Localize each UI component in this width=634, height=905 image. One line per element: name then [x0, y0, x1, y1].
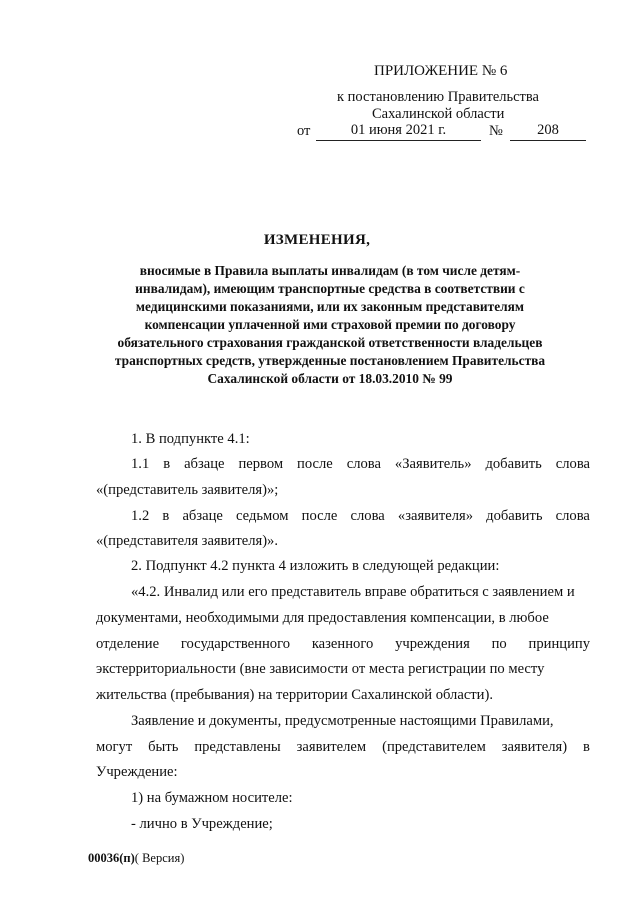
- word: учреждения: [395, 636, 470, 652]
- paragraph-line: [96, 739, 590, 756]
- word: добавить: [485, 456, 542, 472]
- document-code-number: 00036(п): [88, 851, 135, 865]
- number-underline: [510, 140, 586, 141]
- word: заявителем: [296, 739, 367, 755]
- word: (представителем: [382, 739, 486, 755]
- region-name: Сахалинской области: [372, 106, 505, 122]
- item-1-2-continued: «(представителя заявителя)».: [96, 533, 278, 549]
- document-code: [88, 851, 184, 866]
- word: государственного: [180, 636, 290, 652]
- subitem-in-person: - лично в Учреждение;: [131, 816, 273, 832]
- appendix-title: ПРИЛОЖЕНИЕ № 6: [374, 63, 508, 79]
- word: в: [583, 739, 590, 755]
- word: быть: [148, 739, 179, 755]
- resolution-number: 208: [537, 122, 559, 138]
- paragraph-line: Заявление и документы, предусмотренные настоящими Правилами,: [131, 713, 554, 729]
- word: представлены: [194, 739, 281, 755]
- item-1-1: [131, 456, 590, 473]
- resolution-reference: к постановлению Правительства: [337, 89, 539, 105]
- subtitle-line: медицинскими показаниями, или их законным представителям: [135, 299, 525, 314]
- document-version: ( Версия): [134, 851, 185, 865]
- word: слова: [555, 456, 590, 472]
- resolution-date: 01 июня 2021 г.: [350, 122, 447, 138]
- word: добавить: [486, 508, 543, 524]
- subtitle-line: транспортных средств, утвержденные постановлением Правительства: [114, 353, 546, 368]
- word: седьмом: [236, 508, 289, 524]
- subitem-paper: 1) на бумажном носителе:: [131, 790, 293, 806]
- word: слова: [346, 456, 381, 472]
- quote-line: жительства (пребывания) на территории Сахалинской области).: [96, 687, 493, 703]
- word: могут: [96, 739, 133, 755]
- word: 1.2: [131, 508, 150, 524]
- word: 1.1: [131, 456, 150, 472]
- word: в: [162, 508, 170, 524]
- subtitle-line: инвалидам), имеющим транспортные средства в соответствии с: [135, 281, 525, 296]
- quote-line: «4.2. Инвалид или его представитель вправе обратиться с заявлением и: [131, 584, 575, 600]
- word: казенного: [311, 636, 374, 652]
- word: принципу: [528, 636, 590, 652]
- word: отделение: [96, 636, 160, 652]
- word: по: [491, 636, 507, 652]
- word: заявителя): [501, 739, 568, 755]
- word: слова: [555, 508, 590, 524]
- word: абзаце: [182, 508, 223, 524]
- paragraph-line: Учреждение:: [96, 764, 178, 780]
- subtitle-line: вносимые в Правила выплаты инвалидам (в том числе детям-: [139, 263, 521, 278]
- quote-line: [96, 636, 590, 653]
- quote-line: экстерриториальности (вне зависимости от места регистрации по месту: [96, 661, 545, 677]
- word: слова: [350, 508, 385, 524]
- number-label: №: [489, 123, 503, 139]
- subtitle-line: компенсации уплаченной ими страховой премии по договору: [144, 317, 516, 332]
- word: после: [301, 508, 338, 524]
- date-label: от: [297, 123, 311, 139]
- quote-line: документами, необходимыми для предоставления компенсации, в любое: [96, 610, 549, 626]
- item-1: 1. В подпункте 4.1:: [131, 431, 250, 447]
- document-title: ИЗМЕНЕНИЯ,: [263, 232, 371, 248]
- word: «Заявитель»: [394, 456, 472, 472]
- word: первом: [238, 456, 284, 472]
- item-1-1-continued: «(представитель заявителя)»;: [96, 482, 279, 498]
- subtitle-line: обязательного страхования гражданской ответственности владельцев: [117, 335, 543, 350]
- subtitle-line: Сахалинской области от 18.03.2010 № 99: [207, 371, 453, 386]
- word: «заявителя»: [397, 508, 474, 524]
- word: абзаце: [184, 456, 225, 472]
- item-2: 2. Подпункт 4.2 пункта 4 изложить в следующей редакции:: [131, 558, 500, 574]
- date-underline: [316, 140, 481, 141]
- word: после: [297, 456, 333, 472]
- item-1-2: [131, 508, 590, 525]
- word: в: [163, 456, 171, 472]
- document-subtitle: [95, 262, 565, 388]
